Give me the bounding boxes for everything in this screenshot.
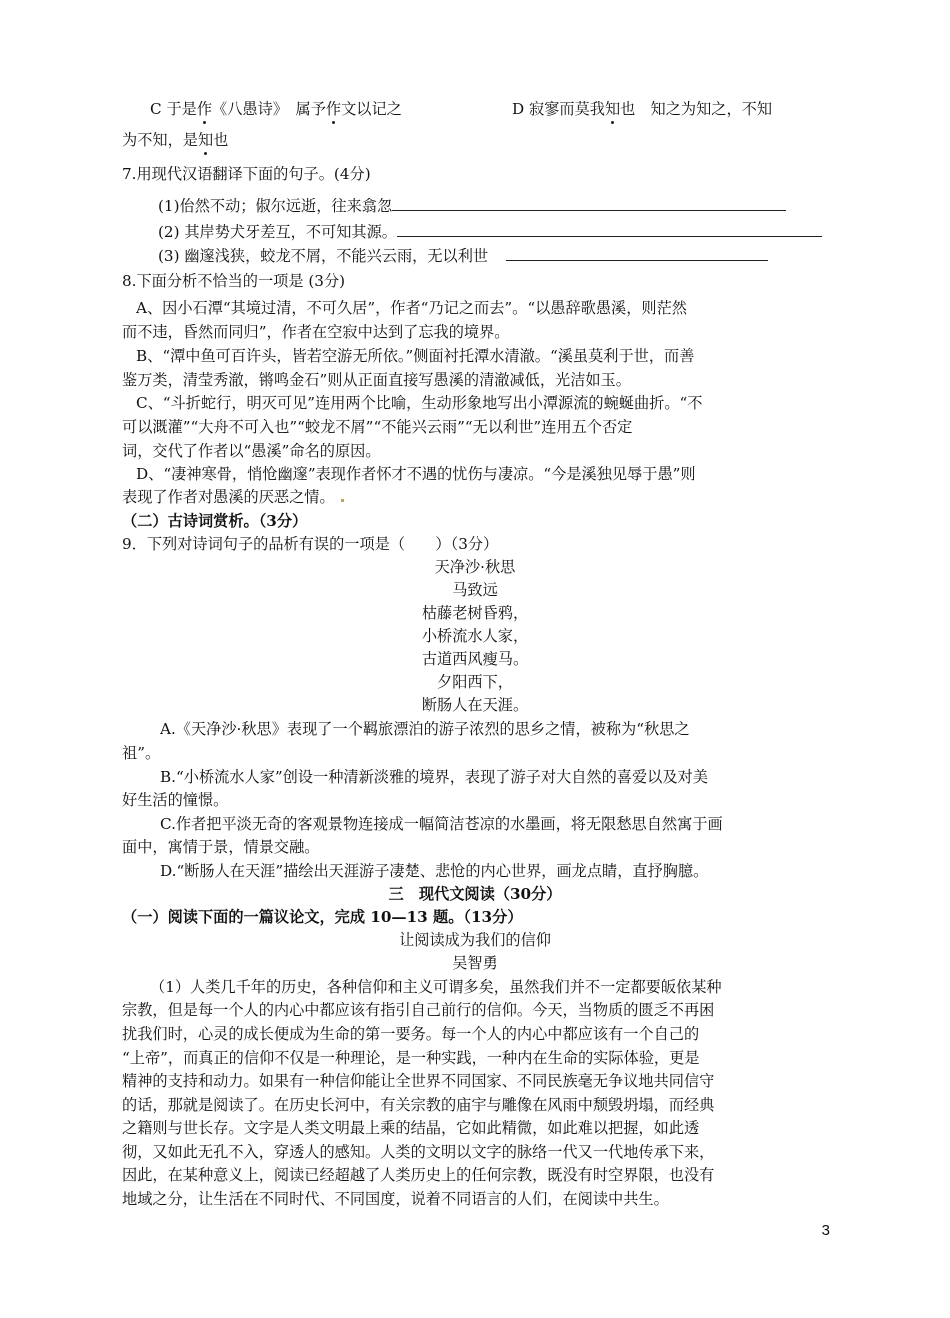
poem-line: 断肠人在天涯。 [421, 696, 529, 714]
answer-blank[interactable] [397, 220, 822, 237]
q8-option-a-line2: 而不违，昏然而同归”，作者在空寂中达到了忘我的境界。 [122, 323, 510, 341]
q8-option-b-line1: B、“潭中鱼可百许头，皆若空游无所依。”侧面衬托潭水清澈。“溪虽莫利于世，而善 [136, 347, 695, 365]
q9-option-d: D.“断肠人在天涯”描绘出天涯游子凄楚、悲怆的内心世界，画龙点睛，直抒胸臆。 [160, 862, 709, 880]
q9-option-a-line2: 祖”。 [122, 744, 161, 762]
q9-title: 9．下列对诗词句子的品析有误的一项是（ ）（3分） [122, 535, 499, 553]
dotted-char: 知 [604, 100, 621, 118]
essay-line: 的话，那就是阅读了。在历史长河中，有关宗教的庙宇与雕像在风雨中颓毁坍塌，而经典 [122, 1096, 715, 1114]
q9-option-b-line2: 好生活的憧憬。 [122, 791, 229, 809]
q8-option-d-line1: D、“凄神寒骨，悄怆幽邃”表现作者怀才不遇的忧伤与凄凉。“今是溪独见辱于愚”则 [136, 465, 696, 483]
essay-author: 吴智勇 [452, 954, 498, 972]
page-number: 3 [821, 1222, 830, 1239]
text: (3) 幽邃浅狭，蛟龙不屑，不能兴云雨，无以利世 [158, 247, 489, 265]
essay-line: 扰我们时，心灵的成长便成为生命的第一要务。每一个人的内心中都应该有一个自己的 [122, 1025, 700, 1043]
poem-line: 夕阳西下， [437, 673, 513, 691]
text: 也 知之为知之，不知 [620, 100, 773, 118]
dotted-char: 作 [325, 100, 342, 118]
text: 也 [213, 131, 229, 149]
q7-sentence-3 [158, 244, 768, 267]
section3-heading: 三 现代文阅读（30分） [388, 885, 562, 903]
q8-option-c-line3: 词，交代了作者以“愚溪”命名的原因。 [122, 442, 381, 460]
section2-heading: （二）古诗词赏析。（3分） [122, 512, 308, 530]
section3-subheading: （一）阅读下面的一篇议论文，完成 10—13 题。（13分） [122, 908, 523, 926]
answer-blank[interactable] [392, 194, 786, 211]
essay-line: 彻，又如此无孔不入，穿透人的感知。人类的文明以文字的脉络一代又一代地传承下来， [122, 1143, 715, 1161]
q6-option-d [512, 98, 772, 120]
q8-option-c-line2: 可以溉灌”“大舟不可入也”“蛟龙不屑”“不能兴云雨”“无以利世”连用五个否定 [122, 418, 633, 436]
poem-line: 小桥流水人家， [421, 627, 529, 645]
essay-line: 因此，在某种意义上，阅读已经超越了人类历史上的任何宗教，既没有时空界限，也没有 [122, 1166, 715, 1184]
stray-mark [341, 499, 344, 502]
text: (1)佁然不动；俶尔远逝，往来翕忽 [158, 197, 393, 215]
q7-sentence-1 [158, 194, 786, 217]
text: 为不知，是 [122, 131, 198, 149]
poem-author: 马致远 [452, 581, 498, 599]
text: 文以记之 [341, 100, 402, 118]
essay-line: “上帝”，而真正的信仰不仅是一种理论，是一种实践，一种内在生命的实际体验，更是 [122, 1049, 700, 1067]
text: 《八愚诗》 属予 [212, 100, 326, 118]
poem-line: 古道西风瘦马。 [421, 650, 529, 668]
essay-line: 地域之分，让生活在不同时代、不同国度，说着不同语言的人们，在阅读中共生。 [122, 1190, 669, 1208]
q9-option-c-line1: C.作者把平淡无奇的客观景物连接成一幅简洁苍凉的水墨画，将无限愁思自然寓于画 [160, 815, 723, 833]
essay-line: 之籍则与世长存。文字是人类文明最上乘的结晶，它如此精微，如此难以把握，如此透 [122, 1119, 700, 1137]
q7-title: 7.用现代汉语翻译下面的句子。(4分) [122, 165, 371, 183]
q8-option-b-line2: 鉴万类，清莹秀澈，锵鸣金石”则从正面直接写愚溪的清澈减低，光洁如玉。 [122, 371, 631, 389]
essay-line: 精神的支持和动力。如果有一种信仰能让全世界不同国家、不同民族毫无争议地共同信守 [122, 1072, 715, 1090]
dotted-char: 作 [196, 100, 213, 118]
q7-sentence-2 [158, 220, 822, 243]
q9-option-c-line2: 面中，寓情于景，情景交融。 [122, 838, 320, 856]
text: D 寂寥而莫我 [512, 100, 605, 118]
q8-title: 8.下面分析不恰当的一项是 (3分) [122, 272, 346, 290]
q8-option-a-line1: A、因小石潭“其境过清，不可久居”，作者“乃记之而去”。“以愚辞歌愚溪，则茫然 [136, 299, 687, 317]
q8-option-c-line1: C、“斗折蛇行，明灭可见”连用两个比喻，生动形象地写出小潭源流的蜿蜒曲折。“不 [136, 394, 703, 412]
answer-blank[interactable] [506, 244, 768, 261]
text: C 于是 [150, 100, 197, 118]
text: (2) 其岸势犬牙差互，不可知其源。 [158, 223, 397, 241]
essay-title: 让阅读成为我们的信仰 [399, 931, 551, 949]
q6-option-d-cont [122, 129, 228, 151]
dotted-char: 知 [197, 131, 214, 149]
q9-option-b-line1: B.“小桥流水人家”创设一种清新淡雅的境界，表现了游子对大自然的喜爱以及对美 [160, 768, 708, 786]
q6-option-c [150, 98, 402, 120]
q9-option-a-line1: A.《天净沙·秋思》表现了一个羁旅漂泊的游子浓烈的思乡之情，被称为“秋思之 [160, 720, 690, 738]
poem-title: 天净沙·秋思 [434, 558, 516, 576]
essay-line: （1）人类几千年的历史，各种信仰和主义可谓多矣，虽然我们并不一定都要皈依某种 [150, 978, 722, 996]
poem-line: 枯藤老树昏鸦， [421, 604, 529, 622]
text: 表现了作者对愚溪的厌恶之情。 [122, 488, 335, 506]
essay-line: 宗教，但是每一个人的内心中都应该有指引自己前行的信仰。今天，当物质的匮乏不再困 [122, 1001, 715, 1019]
q8-option-d-line2 [122, 486, 344, 508]
